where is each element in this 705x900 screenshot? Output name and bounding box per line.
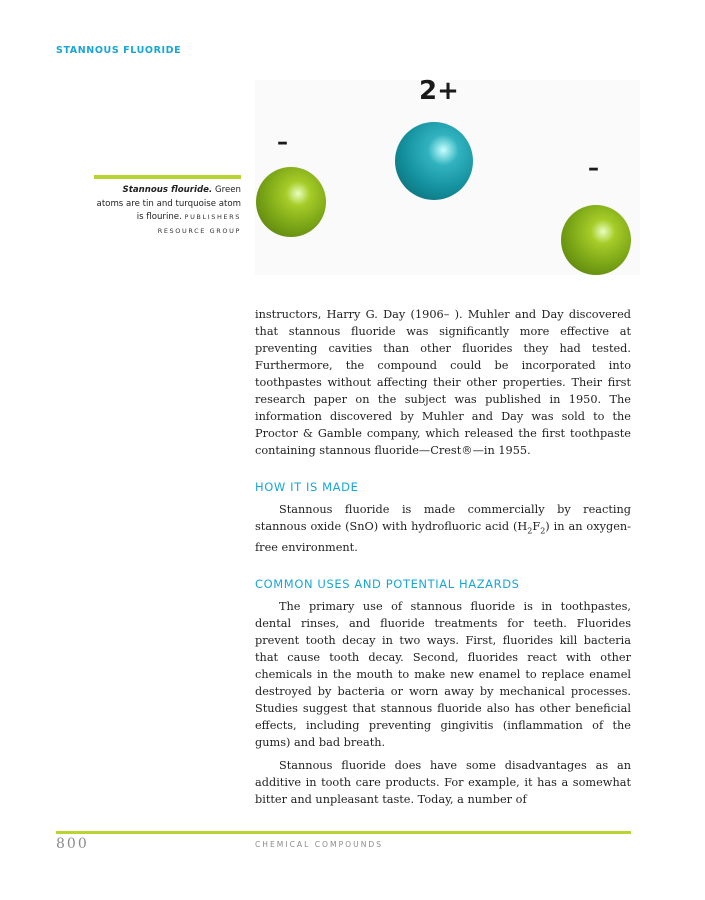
running-head: STANNOUS FLUORIDE [56,45,182,56]
page-number: 800 [56,836,89,852]
caption-rule [94,175,241,179]
intro-paragraph: instructors, Harry G. Day (1906– ). Muhler and Day discovered that stannous fluoride was significantly more effective at preventing cavities than other fluorides they had tested. Furthermore, the compound could be incorporated into toothpastes without affecting their other properties. Their first research paper on the subject was published in 1950. The information discovered by Muhler and Day was sold to the Proctor & Gamble company, which released the first toothpaste containing stannous fluoride—Crest®—in 1955. [255,308,631,457]
footer-rule [56,831,631,834]
charge-label-center: 2+ [419,76,459,106]
uses-paragraph-1: The primary use of stannous fluoride is in toothpastes, dental rinses, and fluoride treatments for teeth. Fluorides prevent tooth decay in two ways. First, fluorides kill bacteria that cause tooth decay. Second, fluorides react with other chemicals in the mouth to make new enamel to replace enamel destroyed by bacteria or worn away by mechanical processes. Studies suggest that stannous fluoride also has other beneficial effects, including preventing gingivitis (inflammation of the gums) and bad breath. [255,600,631,750]
subscript-f: 2 [540,526,546,536]
charge-label-left: – [277,130,288,155]
tin-atom-left [256,167,326,237]
charge-label-right: – [588,156,599,181]
how-made-paragraph [255,501,631,556]
caption-credit: PUBLISHERS RESOURCE GROUP [157,213,241,235]
caption-text: Green atoms are tin and turquoise atom is flourine. [96,185,241,222]
tin-atom-right [561,205,631,275]
footer-book-title: CHEMICAL COMPOUNDS [255,840,384,849]
subscript-h: 2 [527,526,533,536]
caption-title: Stannous flouride. [122,185,213,195]
fluorine-atom-center [395,122,473,200]
section-heading-how-made: HOW IT IS MADE [255,480,359,494]
figure-caption [94,184,241,238]
uses-paragraph-2: Stannous fluoride does have some disadvantages as an additive in tooth care products. For example, it has a somewhat bitter and unpleasant taste. Today, a number of [255,759,631,807]
section-heading-uses-hazards: COMMON USES AND POTENTIAL HAZARDS [255,577,520,592]
how-made-text-a: Stannous fluoride is made commercially by reacting stannous oxide (SnO) with hydrofluoric acid (H [255,503,631,533]
how-made-text-c: ) in an oxygen-free environment. [255,520,631,555]
body-column [255,306,631,814]
how-made-text-b: F [532,520,541,533]
molecule-figure [255,76,640,275]
